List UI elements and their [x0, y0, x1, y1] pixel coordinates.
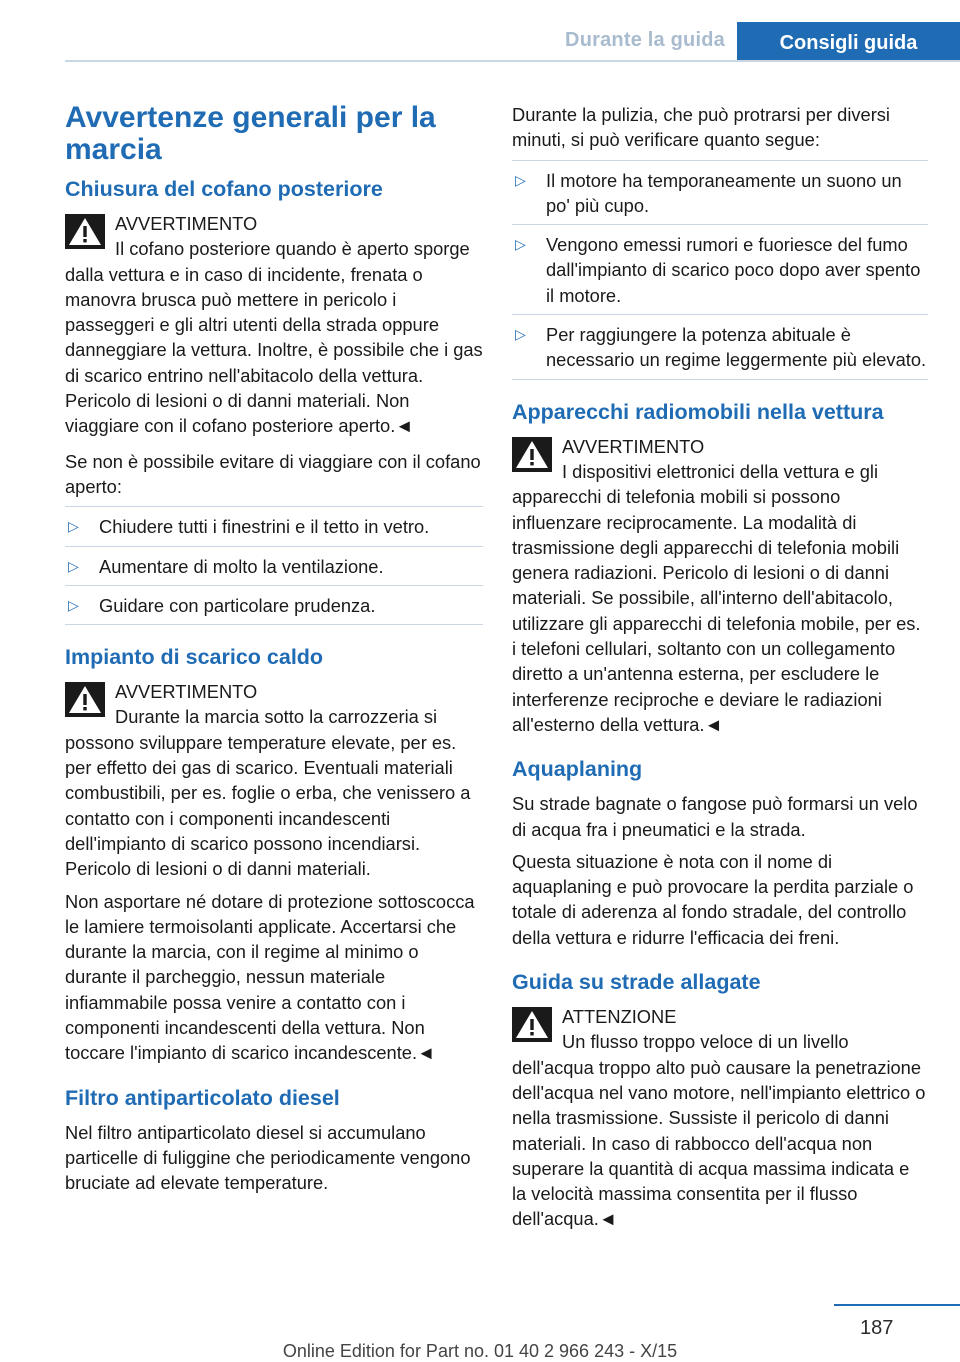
list-item: ▷ Guidare con particolare prudenza. — [65, 586, 483, 625]
paragraph: Su strade bagnate o fangose può formarsi un velo di acqua fra i pneumatici e la strada. — [512, 793, 918, 840]
paragraph: Se non è possibile evitare di viaggiare con il cofano aperto: — [65, 450, 481, 497]
footer-rule — [834, 1304, 960, 1306]
warning-strade-allagate — [512, 1004, 928, 1232]
list-item: ▷ Vengono emessi rumori e fuoriesce del fumo dall'impianto di scarico poco dopo aver spento il motore. — [512, 225, 928, 315]
header-section: Durante la guida — [565, 29, 725, 51]
bullet-list — [65, 506, 483, 625]
bullet-arrow-icon: ▷ — [68, 596, 79, 613]
page-title: Avvertenze generali per la marcia — [65, 101, 436, 166]
warning-triangle-icon — [512, 437, 552, 472]
footer-edition: Online Edition for Part no. 01 40 2 966 243 - X/15 — [282, 1341, 678, 1361]
warning-text: Il cofano posteriore quando è aperto sporge dalla vettura e in caso di incidente, frenata o manovra brusca può mettere in pericolo i passeggeri e gli altri utenti della strada oppure danneggiare la vettura. Inoltre, è possibile che i gas di scarico entrino nell'abitacolo della vettura. Pericolo di lesioni o di danni materiali. Non viaggiare con il cofano posteriore aperto.◄ — [65, 238, 483, 437]
warning-label: AVVERTIMENTO — [115, 213, 258, 234]
warning-label: AVVERTIMENTO — [562, 435, 705, 457]
left-column — [65, 102, 483, 1203]
warning-label: ATTENZIONE — [562, 1006, 677, 1028]
paragraph: Durante la pulizia, che può protrarsi per diversi minuti, si può verificare quanto segue: — [512, 104, 890, 151]
bullet-list — [512, 160, 928, 380]
paragraph: Nel filtro antiparticolato diesel si accumulano particelle di fuliggine che periodicamente vengono bruciate ad elevate temperature. — [65, 1121, 471, 1194]
bullet-arrow-icon: ▷ — [68, 557, 79, 574]
header-rule — [65, 60, 960, 62]
right-column — [512, 102, 928, 1242]
bullet-arrow-icon: ▷ — [515, 326, 526, 343]
warning-text: Un flusso troppo veloce di un livello dell'acqua troppo alto può causare la penetrazione dell'acqua nel vano motore, nell'impianto elettrico o nella trasmissione. Sussiste il pericolo di danni materiali. In caso di rabbocco dell'acqua non superare la quantità di acqua massima indicata e la velocità massima consentita per il flusso dell'acqua.◄ — [512, 1031, 926, 1230]
warning-cofano — [65, 211, 483, 439]
warning-triangle-icon — [65, 682, 105, 717]
heading-filtro: Filtro antiparticolato diesel — [65, 1085, 340, 1110]
warning-text-continued: Non asportare né dotare di protezione sottoscocca le lamiere termoisolanti applicate. Accertarsi che durante la marcia, con il regime al minimo o durante il parcheggio, nessun materiale infiammabile possa venire a contatto con i componenti incandescenti della vettura. Non toccare l'impianto di scarico incandescente.◄ — [65, 890, 475, 1064]
warning-radiomobili — [512, 434, 928, 738]
list-item: ▷ Aumentare di molto la ventilazione. — [65, 547, 483, 586]
heading-radiomobili: Apparecchi radiomobili nella vettura — [512, 399, 884, 424]
heading-cofano: Chiusura del cofano posteriore — [65, 177, 383, 201]
warning-text: I dispositivi elettronici della vettura e gli apparecchi di telefonia mobili si possono influenzare reciprocamente. La modalità di trasmissione degli apparecchi di telefonia mobili genera radiazioni. Pericolo di lesioni o di danni materiali. Se possibile, all'interno dell'abitacolo, utilizzare gli apparecchi di telefonia mobile, per es. i telefoni cellulari, soltanto con un collegamento diretto a un'antenna esterna, per escludere le interferenze reciproche e deviare le radiazioni all'esterno della vettura.◄ — [512, 460, 921, 735]
paragraph: Questa situazione è nota con il nome di aquaplaning e può provocare la perdita parziale o totale di aderenza al fondo stradale, del controllo della vettura e ridurre l'efficacia dei freni. — [512, 850, 914, 948]
bullet-arrow-icon: ▷ — [515, 171, 526, 188]
warning-text: Durante la marcia sotto la carrozzeria si possono sviluppare temperature elevate, per es. per effetto dei gas di scarico. Eventuali materiali combustibili, per es. foglie o erba, che venissero a contatto con i componenti incandescenti dell'impianto di scarico possono incendiarsi. Pericolo di lesioni o di danni materiali. — [65, 706, 471, 880]
heading-aquaplaning: Aquaplaning — [512, 757, 643, 782]
heading-strade-allagate: Guida su strade allagate — [512, 970, 761, 995]
warning-label: AVVERTIMENTO — [115, 681, 258, 703]
header-chapter-tab: Consigli guida — [737, 22, 960, 62]
bullet-arrow-icon: ▷ — [515, 236, 526, 253]
page-number: 187 — [860, 1317, 894, 1339]
warning-scarico — [65, 679, 483, 1065]
bullet-arrow-icon: ▷ — [68, 518, 79, 535]
list-item: ▷ Chiudere tutti i finestrini e il tetto in vetro. — [65, 507, 483, 546]
list-item: ▷ Il motore ha temporaneamente un suono un po' più cupo. — [512, 161, 928, 226]
list-item: ▷ Per raggiungere la potenza abituale è necessario un regime leggermente più elevato. — [512, 315, 928, 380]
warning-triangle-icon — [512, 1007, 552, 1042]
warning-triangle-icon — [65, 214, 105, 249]
heading-scarico: Impianto di scarico caldo — [65, 645, 324, 670]
